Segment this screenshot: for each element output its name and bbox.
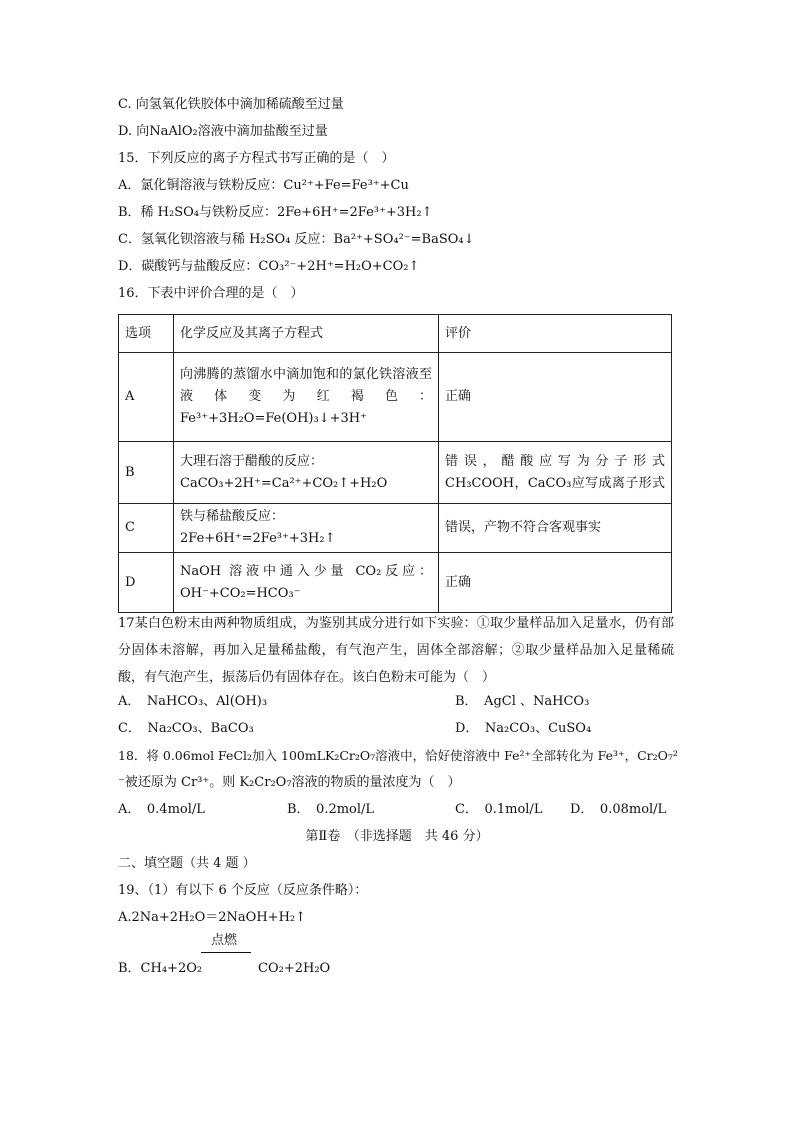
reaction-b-right: CO₂+2H₂O bbox=[258, 961, 331, 976]
reaction-b-left: B．CH₄+2O₂ bbox=[118, 961, 203, 976]
question-17-option-b: B． AgCl 、NaHCO₃ bbox=[455, 694, 590, 709]
question-15-option-a: A．氯化铜溶液与铁粉反应：Cu²⁺+Fe=Fe³⁺+Cu bbox=[118, 178, 409, 193]
question-15: 15．下列反应的离子方程式书写正确的是（ ） bbox=[118, 151, 395, 166]
question-17: 17某白色粉末由两种物质组成，为鉴别其成分进行如下实验：①取少量样品加入足量水，仍有部分固体未溶解，再加入足量稀盐酸，有气泡产生，固体全部溶解；②取少量样品加入足量稀硫酸，有气泡产生，振荡后仍有固体存在。该白色粉末可能为（ ） bbox=[118, 616, 674, 685]
question-15-option-c: C．氢氧化钡溶液与稀 H₂SO₄ 反应：Ba²⁺+SO₄²⁻=BaSO₄↓ bbox=[118, 232, 475, 247]
table-cell-option: B bbox=[119, 442, 174, 504]
table-cell-eval: 正确 bbox=[439, 553, 672, 613]
reaction-equation: Fe³⁺+3H₂O=Fe(OH)₃↓+3H⁺ bbox=[180, 411, 367, 426]
table-row bbox=[119, 353, 672, 442]
reaction-text: NaOH 溶液中通入少量 CO₂反应： bbox=[180, 563, 432, 579]
part-two-heading: 二、填空题（共 4 题 ） bbox=[118, 856, 256, 871]
question-17-option-c: C． Na₂CO₃、BaCO₃ bbox=[118, 721, 254, 736]
question-15-option-b: B．稀 H₂SO₄与铁粉反应：2Fe+6H⁺=2Fe³⁺+3H₂↑ bbox=[118, 205, 433, 220]
evaluation-table bbox=[118, 314, 672, 613]
table-header: 评价 bbox=[439, 315, 672, 353]
question-18-line-2: ⁻被还原为 Cr³⁺。则 K₂Cr₂O₇溶液的物质的量浓度为（ ） bbox=[118, 775, 461, 790]
table-cell-reaction bbox=[174, 553, 439, 613]
question-18-option-a: A． 0.4mol/L bbox=[118, 802, 205, 817]
section-title: 第Ⅱ卷 （非选择题 共 46 分） bbox=[305, 829, 489, 844]
option-c-line: C. 向氢氧化铁胶体中滴加稀硫酸至过量 bbox=[118, 97, 344, 112]
table-cell-eval: 正确 bbox=[439, 353, 672, 442]
table-row bbox=[119, 442, 672, 504]
reaction-equation: OH⁻+CO₂=HCO₃⁻ bbox=[180, 585, 301, 601]
question-19: 19、（1）有以下 6 个反应（反应条件略）： bbox=[118, 883, 368, 898]
ignite-condition: 点燃 bbox=[211, 933, 238, 948]
table-cell-option: A bbox=[119, 353, 174, 442]
table-header: 化学反应及其离子方程式 bbox=[174, 315, 439, 353]
table-cell-eval: 错误，醋酸应写为分子形式CH₃COOH，CaCO₃应写成离子形式 bbox=[439, 442, 672, 504]
reaction-a: A.2Na+2H₂O＝2NaOH+H₂↑ bbox=[118, 910, 307, 925]
reaction-text: 铁与稀盐酸反应：2Fe+6H⁺=2Fe³⁺+3H₂↑ bbox=[180, 509, 336, 546]
question-17-option-a: A． NaHCO₃、Al(OH)₃ bbox=[118, 694, 268, 709]
table-row bbox=[119, 504, 672, 553]
option-d-line: D. 向NaAlO₂溶液中滴加盐酸至过量 bbox=[118, 124, 328, 139]
question-18-line-1: 18．将 0.06mol FeCl₂加入 100mLK₂Cr₂O₇溶液中，恰好使溶液中 Fe²⁺全部转化为 Fe³⁺，Cr₂O₇² bbox=[118, 748, 678, 763]
table-header-row bbox=[119, 315, 672, 353]
table-cell-reaction bbox=[174, 504, 439, 553]
table-row bbox=[119, 553, 672, 613]
table-cell-reaction bbox=[174, 442, 439, 504]
reaction-text: 大理石溶于醋酸的反应： bbox=[180, 453, 324, 469]
question-17-option-d: D． Na₂CO₃、CuSO₄ bbox=[455, 721, 592, 736]
question-15-option-d: D．碳酸钙与盐酸反应：CO₃²⁻+2H⁺=H₂O+CO₂↑ bbox=[118, 259, 420, 274]
reaction-equation: CaCO₃+2H⁺=Ca²⁺+CO₂↑+H₂O bbox=[180, 475, 388, 491]
table-cell-option: C bbox=[119, 504, 174, 553]
table-cell-option: D bbox=[119, 553, 174, 613]
table-cell-eval: 错误，产物不符合客观事实 bbox=[439, 504, 672, 553]
reaction-text: 向沸腾的蒸馏水中滴加饱和的氯化铁溶液至液体变为红褐色： bbox=[180, 367, 432, 404]
reaction-arrow-bar bbox=[201, 952, 251, 953]
question-18-option-d: D． 0.08mol/L bbox=[570, 802, 667, 817]
question-18-option-b: B． 0.2mol/L bbox=[287, 802, 375, 817]
table-header: 选项 bbox=[119, 315, 174, 353]
table-cell-reaction bbox=[174, 353, 439, 442]
question-18-option-c: C． 0.1mol/L bbox=[455, 802, 543, 817]
question-16: 16．下表中评价合理的是（ ） bbox=[118, 286, 304, 301]
